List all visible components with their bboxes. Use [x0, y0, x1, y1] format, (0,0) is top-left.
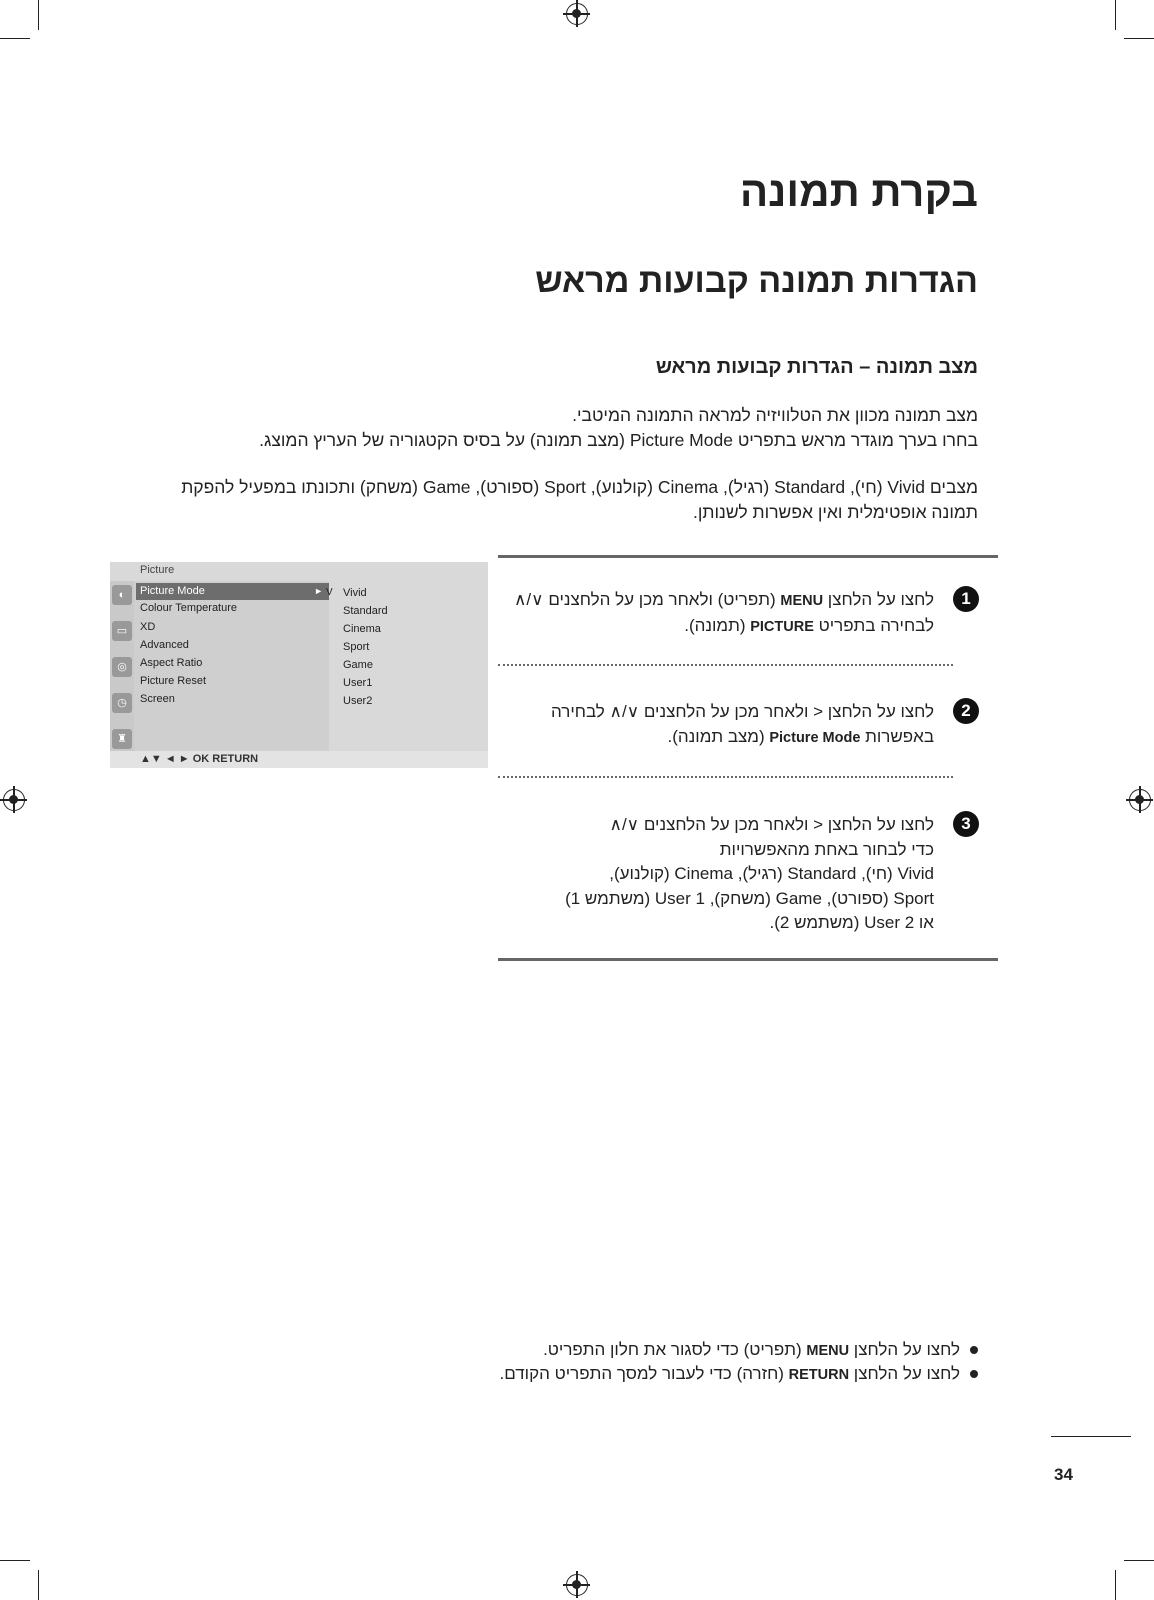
tv-submenu-item: User1: [343, 677, 373, 689]
registration-mark-icon: [3, 789, 25, 811]
section-heading: מצב תמונה – הגדרות קבועות מראש: [655, 356, 978, 378]
crop-mark: [1115, 0, 1116, 30]
key-name: PICTURE: [750, 618, 814, 635]
divider: [498, 555, 998, 558]
option-icon: ♜: [112, 729, 132, 749]
step-text-part: או User 2 (משתמש 2).: [769, 913, 934, 932]
key-name: RETURN: [788, 1367, 850, 1383]
note-text-part: לחצו על הלחצן: [849, 1364, 960, 1383]
step-text-part: כדי לבחור באחת מהאפשרויות: [719, 839, 934, 859]
tv-menu-title: Picture: [140, 564, 175, 576]
page-subtitle: הגדרות תמונה קבועות מראש: [535, 262, 978, 300]
tv-submenu-list: [326, 581, 488, 751]
tv-submenu-item: Vivid: [343, 587, 367, 599]
registration-mark-icon: [566, 3, 588, 25]
step-text: [514, 588, 934, 639]
tv-menu-item: Screen: [140, 693, 175, 705]
crop-mark: [0, 38, 30, 39]
crop-mark: [1115, 1570, 1116, 1600]
tv-menu-item: Colour Temperature: [140, 602, 238, 614]
tv-menu-item: Aspect Ratio: [140, 657, 203, 669]
tv-menu-item: Advanced: [140, 639, 189, 651]
step-text-part: לחצו על הלחצן < ולאחר מכן על הלחצנים ∨/∧ לבחירה: [551, 702, 934, 721]
note-text-part: (חזרה) כדי לעבור למסך התפריט הקודם.: [499, 1364, 789, 1383]
crop-mark: [38, 0, 39, 30]
dotted-divider: [498, 664, 953, 666]
bullet-icon: [970, 1346, 978, 1354]
note-line: [500, 1362, 960, 1387]
note-text-part: לחצו על הלחצן: [849, 1340, 960, 1359]
tv-menu-item: [136, 583, 329, 600]
tv-menu-screenshot: [110, 562, 488, 768]
step-number-badge: 1: [953, 586, 979, 612]
screen-icon: ▭: [112, 621, 132, 641]
step-text-part: (תמונה).: [684, 615, 751, 635]
paragraph-line: מצב תמונה מכוון את הטלוויזיה למראה התמונה המיטבי.: [572, 405, 978, 425]
registration-mark-icon: [566, 1574, 588, 1596]
arrow-right-icon: ►: [314, 586, 323, 596]
step-text-part: (תפריט) ולאחר מכן על הלחצנים ∨/∧: [513, 590, 781, 609]
bullet-icon: [970, 1370, 978, 1378]
step-text-part: Vivid (חי), Standard (רגיל), Cinema (קולנוע),: [609, 864, 934, 883]
crop-mark: [1124, 1560, 1154, 1561]
tv-submenu-item: Cinema: [343, 623, 381, 635]
paragraph-line: בחרו בערך מוגדר מראש בתפריט Picture Mode (מצב תמונה) על בסיס הקטגוריה של העריץ המוצג.: [259, 430, 978, 450]
step-number-badge: 3: [953, 811, 979, 837]
step-text-part: לחצו על הלחצן < ולאחר מכן על הלחצנים ∨/∧: [609, 815, 934, 834]
paragraph-line: מצבים Vivid (חי), Standard (רגיל), Cinema (קולנוע), Sport (ספורט), Game (משחק) ותכונתו במפעיל להפקת: [181, 477, 978, 497]
step-text-part: לחצו על הלחצן: [823, 590, 934, 609]
tv-menu-icon-column: [110, 581, 134, 751]
key-name: Picture Mode: [769, 729, 861, 746]
dotted-divider: [498, 776, 953, 778]
crop-mark: [38, 1570, 39, 1600]
paragraph-line: תמונה אופטימלית ואין אפשרות לשנותן.: [692, 502, 978, 522]
tv-menu-item: Picture Reset: [140, 675, 207, 687]
step-text-part: באפשרות: [860, 726, 934, 746]
tv-submenu-item: User2: [343, 695, 373, 707]
check-icon: V: [326, 587, 333, 598]
tv-submenu-item: Standard: [343, 605, 388, 617]
time-icon: ◷: [112, 693, 132, 713]
crop-mark: [1124, 38, 1154, 39]
tv-submenu-item: Sport: [343, 641, 370, 653]
tv-menu-item: XD: [140, 621, 156, 633]
step-text: [551, 700, 934, 750]
step-text-part: לבחירה בתפריט: [813, 615, 934, 635]
registration-mark-icon: [1129, 789, 1151, 811]
tv-submenu-item: Game: [343, 659, 373, 671]
step-text: [565, 813, 934, 936]
crop-mark: [0, 1560, 30, 1561]
page-number: 34: [1054, 1465, 1073, 1484]
note-text-part: (תפריט) כדי לסגור את חלון התפריט.: [543, 1340, 807, 1359]
page-number-rule: [1051, 1436, 1131, 1437]
tv-menu-item-label: Picture Mode: [140, 585, 205, 597]
divider: [498, 958, 998, 961]
note-line: [543, 1338, 960, 1363]
tv-menu-footer: [110, 751, 488, 768]
step-text-part: (מצב תמונה).: [667, 726, 770, 746]
picture-icon: ◐: [112, 585, 132, 605]
key-name: MENU: [780, 593, 824, 609]
step-number-badge: 2: [953, 698, 979, 724]
page-title: בקרת תמונה: [739, 168, 978, 215]
key-name: MENU: [806, 1343, 850, 1359]
tv-menu-footer-keys: ▲▼ ◄ ► OK RETURN: [140, 753, 259, 765]
audio-icon: ◎: [112, 657, 132, 677]
step-text-part: Sport (ספורט), Game (משחק), User 1 (משתמש 1): [565, 888, 934, 908]
